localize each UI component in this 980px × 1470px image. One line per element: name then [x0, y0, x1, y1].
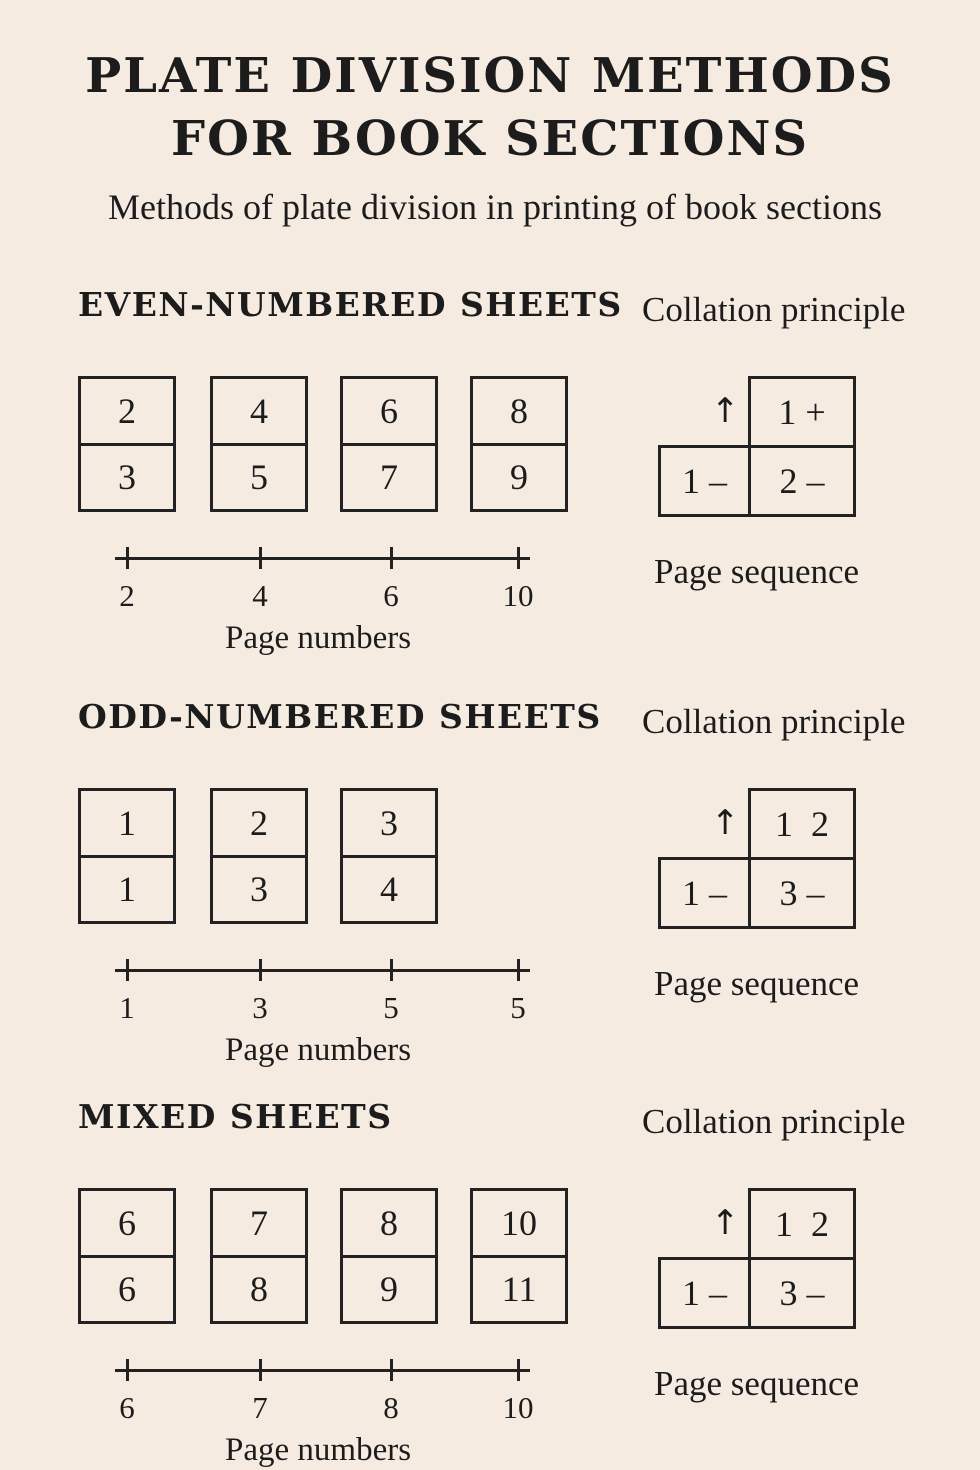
plate-top-page: 8 [510, 390, 528, 431]
axis-tick [517, 1359, 520, 1381]
plate-top-page: 8 [380, 1202, 398, 1243]
plate-bottom-page: 3 [213, 855, 305, 922]
plate-bottom-page: 3 [81, 443, 173, 510]
axis-tick [517, 547, 520, 569]
axis-tick-label: 5 [510, 990, 526, 1025]
collation-principle-label: Collation principle [642, 290, 906, 329]
up-arrow-icon: ↑ [711, 1203, 740, 1243]
plate-top-page: 2 [250, 802, 268, 843]
axis-tick [126, 547, 129, 569]
axis-title: Page numbers [225, 1032, 412, 1068]
page-sequence-label: Page sequence [654, 1364, 860, 1403]
axis-tick-label: 4 [252, 578, 268, 613]
collation-bottom-left-box: 1 – [658, 857, 751, 929]
plate [470, 1188, 568, 1324]
axis-tick [126, 1359, 129, 1381]
plate [340, 1188, 438, 1324]
plate-top-page: 10 [501, 1202, 537, 1243]
axis-tick-label: 8 [383, 1390, 399, 1425]
plate [78, 1188, 176, 1324]
plate-top-page: 4 [250, 390, 268, 431]
plate-bottom-page: 11 [473, 1255, 565, 1322]
up-arrow-icon: ↑ [711, 803, 740, 843]
collation-bottom-right-box: 3 – [748, 857, 856, 929]
collation-top-box: 1 2 [748, 1188, 856, 1260]
axis-tick [390, 547, 393, 569]
axis-tick [390, 959, 393, 981]
plate [210, 1188, 308, 1324]
plate [470, 376, 568, 512]
axis-tick [259, 547, 262, 569]
plate [210, 788, 308, 924]
collation-principle-label: Collation principle [642, 702, 906, 741]
collation-bottom-right-box: 3 – [748, 1257, 856, 1329]
axis-title: Page numbers [225, 620, 412, 656]
plate-bottom-page: 8 [213, 1255, 305, 1322]
axis-tick-label: 6 [119, 1390, 135, 1425]
collation-bottom-left-box: 1 – [658, 1257, 751, 1329]
page-sequence-label: Page sequence [654, 552, 860, 591]
axis-tick [259, 1359, 262, 1381]
plate [210, 376, 308, 512]
page-number-axis [115, 557, 530, 560]
plate-bottom-page: 9 [343, 1255, 435, 1322]
axis-tick-label: 6 [383, 578, 399, 613]
page-title-line-2: FOR BOOK SECTIONS [171, 111, 809, 167]
axis-tick [259, 959, 262, 981]
collation-bottom-right-box: 2 – [748, 445, 856, 517]
plate-top-page: 6 [380, 390, 398, 431]
axis-tick-label: 3 [252, 990, 268, 1025]
axis-tick-label: 10 [502, 1390, 534, 1425]
plate [340, 788, 438, 924]
axis-tick [126, 959, 129, 981]
page-title-line-1: PLATE DIVISION METHODS [85, 48, 895, 104]
plate-top-page: 6 [118, 1202, 136, 1243]
collation-bottom-left-box: 1 – [658, 445, 751, 517]
plate-bottom-page: 1 [81, 855, 173, 922]
plate-bottom-page: 7 [343, 443, 435, 510]
collation-principle-label: Collation principle [642, 1102, 906, 1141]
axis-tick-label: 2 [119, 578, 135, 613]
plate-bottom-page: 6 [81, 1255, 173, 1322]
axis-tick [390, 1359, 393, 1381]
collation-top-box: 1 + [748, 376, 856, 448]
plate-top-page: 7 [250, 1202, 268, 1243]
section-heading: ODD-NUMBERED SHEETS [78, 697, 602, 736]
plate [78, 788, 176, 924]
plate [340, 376, 438, 512]
axis-tick [517, 959, 520, 981]
axis-title: Page numbers [225, 1432, 412, 1468]
plate-bottom-page: 9 [473, 443, 565, 510]
axis-tick-label: 5 [383, 990, 399, 1025]
plate [78, 376, 176, 512]
page-sequence-label: Page sequence [654, 964, 860, 1003]
up-arrow-icon: ↑ [711, 391, 740, 431]
section-heading: MIXED SHEETS [78, 1097, 393, 1136]
axis-tick-label: 1 [119, 990, 135, 1025]
plate-top-page: 2 [118, 390, 136, 431]
page-subtitle: Methods of plate division in printing of book sections [108, 187, 882, 227]
plate-top-page: 1 [118, 802, 136, 843]
page-number-axis [115, 969, 530, 972]
axis-tick-label: 10 [502, 578, 534, 613]
page-number-axis [115, 1369, 530, 1372]
section-heading: EVEN-NUMBERED SHEETS [78, 285, 623, 324]
axis-tick-label: 7 [252, 1390, 268, 1425]
collation-top-box: 1 2 [748, 788, 856, 860]
plate-top-page: 3 [380, 802, 398, 843]
plate-bottom-page: 4 [343, 855, 435, 922]
plate-bottom-page: 5 [213, 443, 305, 510]
